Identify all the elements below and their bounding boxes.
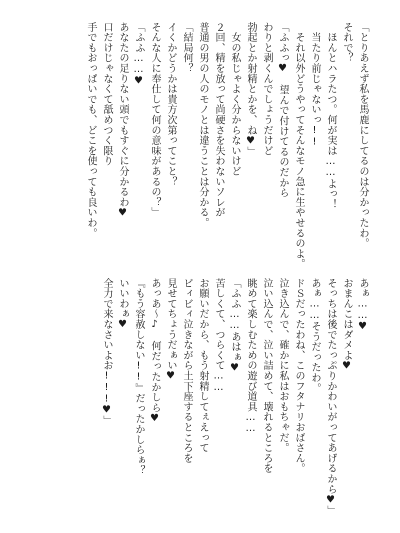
text-line: ビィビィ泣きながら土下座するところを — [181, 278, 192, 464]
text-line: 泣き込んで、確かに私はおもちゃだ。 — [277, 278, 288, 454]
text-line: お願いだから、もう射精してぇえって — [197, 278, 208, 454]
text-line: ２回、精を放って尚硬さを失わないソレが — [213, 22, 224, 218]
text-line: おまんこはダメよ♥ — [341, 278, 352, 372]
text-line: あっあ～♪ 何だったかしら♥ — [149, 278, 160, 425]
text-line: ほんとハラたつ。何が実は……よっ！ — [325, 22, 336, 210]
text-line: あなたの足りない頭でもすぐに分かるわ♥ — [117, 22, 128, 219]
text-line: 口だけじゃなくて舐めつく限り — [101, 22, 112, 167]
text-line: わりと剥くんでしょうだけど — [261, 22, 272, 156]
text-line: 「ふふっ♥ 望んで付けてるのだから — [277, 22, 288, 199]
text-line: 普通の男の人のモノとは違うことは分かる。 — [197, 22, 208, 228]
text-line: 眺めて楽しむための遊び道具…… — [245, 278, 256, 435]
text-line: 見せてちょうだぁい♥ — [165, 278, 176, 382]
text-line: あぁ……♥ — [357, 278, 368, 333]
text-line: 手でもおっぱいでも、どこを使っても良いわ。 — [85, 22, 96, 239]
text-line: いいわぁ♥ — [117, 278, 128, 331]
text-line: 苦しくて、つらくて…… — [213, 278, 224, 394]
text-line: 「ふふ……あはぁ♥ — [229, 278, 240, 374]
text-line: 勃起とか射精とかを、ね♥」 — [245, 22, 256, 157]
text-line: ドＳだったわね、このフタナリおばさん。 — [293, 278, 304, 474]
text-line: それ以外どうやってそんなモノ急に生やせるのよ。 — [293, 22, 304, 270]
text-line: あぁ……そうだったわ。 — [309, 278, 320, 394]
upper-text-block — [30, 22, 370, 270]
text-line: 「ふふ……♥ — [133, 22, 144, 87]
text-line: 全力で来なさいよお!!!♥」 — [101, 278, 112, 427]
text-line: そんな人に奉仕して何の意味があるの？」 — [149, 22, 160, 218]
text-line: そっちは後でたっぷりかわいがってあげるから♥」 — [325, 278, 336, 516]
text-line: 「結局何？ — [181, 22, 192, 74]
text-line: 「とりあえず私を馬鹿にしてるのは分かったわ。 — [357, 22, 368, 249]
text-line: 泣い込んで、泣い詰めて、壊れるところを — [261, 278, 272, 474]
text-line: 女の私じゃよく分からないけど — [229, 22, 240, 177]
text-line: イくかどうかは貴方次第ってこと？ — [165, 22, 176, 187]
text-line: 『もう容赦しない!!』だったかしらぁ？ — [133, 278, 144, 476]
text-line: 当たり前じゃないっ!! — [309, 22, 320, 148]
text-line: それで？ — [341, 22, 352, 64]
lower-text-block — [30, 278, 370, 528]
